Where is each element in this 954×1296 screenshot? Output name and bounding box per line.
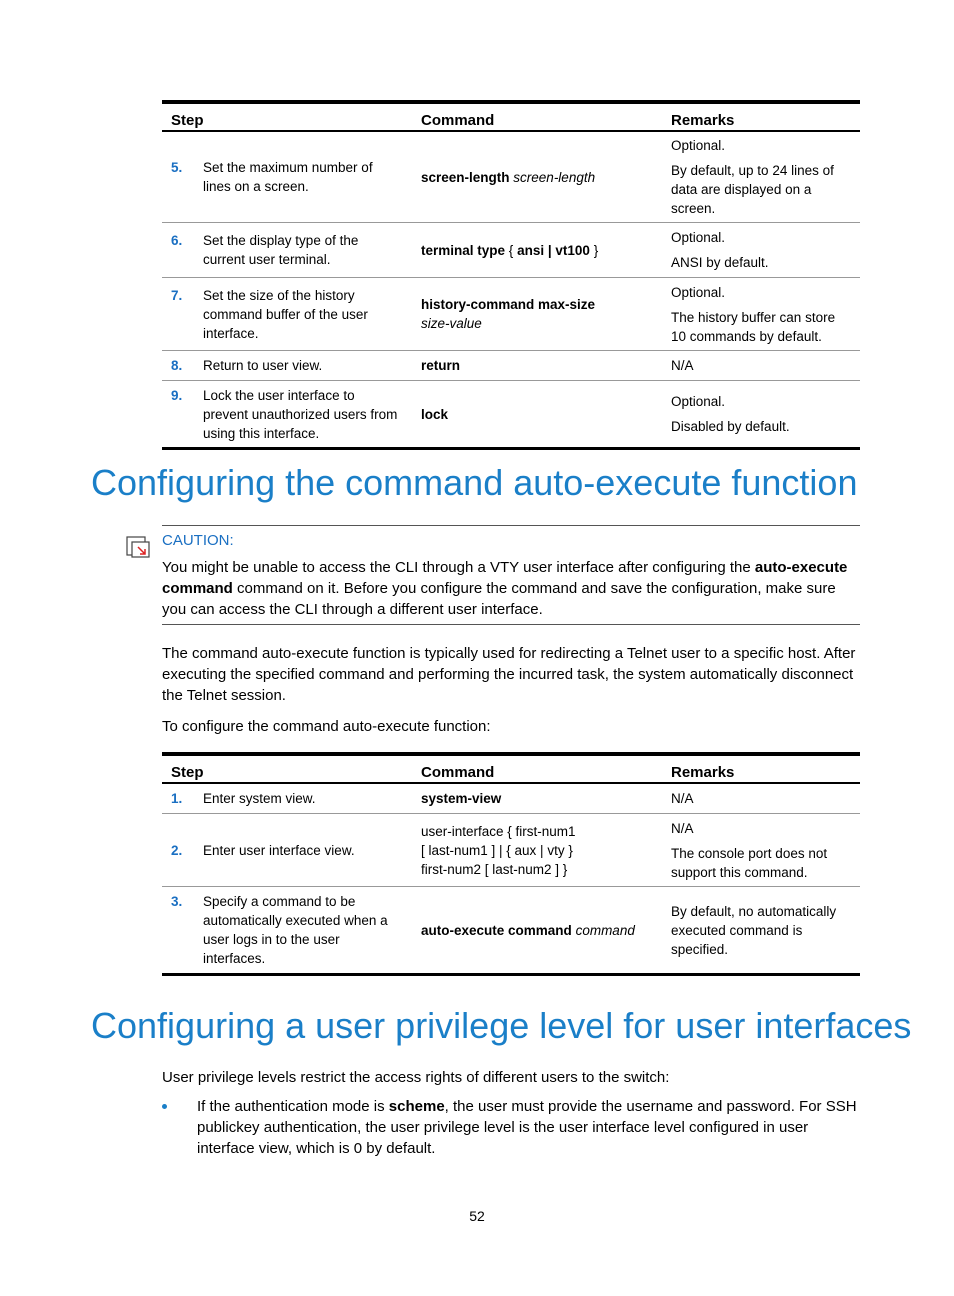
caution-icon — [126, 534, 150, 558]
remark-line: By default, up to 24 lines of data are displayed on a screen. — [671, 163, 834, 216]
remark-line: Optional. — [671, 394, 726, 409]
bullet-dot-icon — [162, 1104, 167, 1109]
command-option: ansi — [517, 242, 545, 258]
remarks-cell — [662, 278, 860, 351]
bullet-item — [162, 1096, 864, 1159]
remark-line: Disabled by default. — [671, 419, 790, 434]
command-line: first-num2 [ last-num2 ] } — [421, 861, 568, 877]
table-row — [162, 814, 860, 887]
table-row — [162, 783, 860, 814]
bullet-keyword: scheme — [388, 1098, 445, 1115]
caution-text-part: command on it. Before you configure the command and save the configuration, make sure you can access the CLI through a different user interface. — [162, 580, 836, 618]
table-row — [162, 351, 860, 381]
caution-box — [162, 525, 860, 625]
command-keyword: terminal type — [421, 242, 506, 258]
remarks-cell — [662, 783, 860, 814]
command-cell — [412, 351, 662, 381]
step-text: Lock the user interface to prevent unauthorized users from using this interface. — [203, 387, 398, 441]
remarks-cell — [662, 223, 860, 278]
page-number: 52 — [469, 1208, 485, 1224]
command-line: [ last-num1 ] | { aux | vty } — [421, 842, 573, 858]
command-cell — [412, 381, 662, 449]
bullet-text-part: , the user must provide the username and password. For SSH publickey authentication, the user privilege level is the user interface level configured in user interface view, which is 0 by default. — [197, 1098, 857, 1157]
table-header-row — [162, 102, 860, 131]
remark-line: Optional. — [671, 138, 726, 153]
command-arg: size-value — [421, 316, 482, 331]
caution-text — [162, 557, 860, 620]
step-number: 8. — [171, 358, 183, 373]
command-separator: | — [547, 242, 552, 258]
table-row — [162, 887, 860, 975]
command-cell — [412, 887, 662, 975]
command-keyword: screen-length — [421, 169, 510, 185]
command-option: vt100 — [555, 242, 590, 258]
command-cell — [412, 223, 662, 278]
command-line: user-interface { first-num1 — [421, 823, 576, 839]
bullet-text — [197, 1096, 864, 1159]
body-paragraph: To configure the command auto-execute function: — [162, 718, 491, 735]
header-command: Command — [412, 102, 662, 131]
step-number: 7. — [171, 287, 183, 303]
remarks-cell — [662, 381, 860, 449]
header-remarks: Remarks — [662, 754, 860, 783]
table-row — [162, 131, 860, 223]
table-row — [162, 278, 860, 351]
step-text: Return to user view. — [203, 358, 323, 373]
table-row — [162, 381, 860, 449]
command-brace: } — [593, 242, 599, 258]
section-heading: Configuring the command auto-execute function — [91, 462, 858, 503]
step-text: Set the size of the history command buffer of the user interface. — [203, 287, 368, 341]
body-paragraph: The command auto-execute function is typically used for redirecting a Telnet user to a specific host. After executing the specified command and performing the incurred task, the system automatically disconnect the Telnet session. — [162, 645, 856, 704]
command-keyword: auto-execute command — [421, 922, 572, 938]
section-heading: Configuring a user privilege level for user interfaces — [91, 1005, 912, 1046]
caution-text-part: You might be unable to access the CLI through a VTY user interface after configuring the — [162, 559, 755, 576]
body-paragraph: User privilege levels restrict the access rights of different users to the switch: — [162, 1069, 670, 1086]
command-table-2 — [162, 752, 860, 976]
remarks-cell — [662, 131, 860, 223]
header-step: Step — [162, 102, 412, 131]
command-keyword: return — [421, 358, 461, 373]
step-text: Enter user interface view. — [203, 842, 355, 858]
command-cell — [412, 131, 662, 223]
command-keyword: system-view — [421, 791, 502, 806]
bullet-text-part: If the authentication mode is — [197, 1098, 389, 1115]
step-number: 9. — [171, 387, 183, 403]
step-number: 1. — [171, 791, 183, 806]
step-text: Set the display type of the current user terminal. — [203, 233, 359, 267]
table-header-row — [162, 754, 860, 783]
remark-line: Optional. — [671, 284, 726, 300]
caution-command: auto-execute command — [162, 559, 848, 597]
table-row — [162, 223, 860, 278]
step-text: Enter system view. — [203, 791, 316, 806]
step-number: 3. — [171, 894, 183, 909]
remark-line: N/A — [671, 358, 694, 373]
remark-line: N/A — [671, 791, 694, 806]
command-arg: command — [575, 922, 635, 938]
header-command: Command — [412, 754, 662, 783]
step-number: 5. — [171, 160, 183, 175]
caution-title: CAUTION: — [162, 532, 234, 549]
command-cell — [412, 783, 662, 814]
remark-line: The history buffer can store 10 commands by default. — [671, 309, 836, 344]
remarks-cell — [662, 887, 860, 975]
remark-line: Optional. — [671, 230, 726, 245]
command-brace: { — [508, 242, 514, 258]
remarks-cell — [662, 814, 860, 887]
remark-line: ANSI by default. — [671, 255, 769, 270]
remark-line: The console port does not support this command. — [671, 845, 828, 880]
remark-line: N/A — [671, 820, 694, 836]
step-number: 6. — [171, 233, 183, 248]
command-cell — [412, 278, 662, 351]
command-table-1 — [162, 100, 860, 450]
header-step: Step — [162, 754, 412, 783]
header-remarks: Remarks — [662, 102, 860, 131]
command-cell — [412, 814, 662, 887]
remarks-cell — [662, 351, 860, 381]
command-arg: screen-length — [513, 169, 596, 185]
step-text: Specify a command to be automatically executed when a user logs in to the user interfaces. — [203, 894, 388, 966]
remark-line: By default, no automatically executed command is specified. — [671, 903, 837, 957]
command-keyword: lock — [421, 406, 449, 422]
command-keyword: history-command max-size — [421, 297, 596, 312]
step-number: 2. — [171, 842, 183, 858]
step-text: Set the maximum number of lines on a screen. — [203, 160, 373, 194]
